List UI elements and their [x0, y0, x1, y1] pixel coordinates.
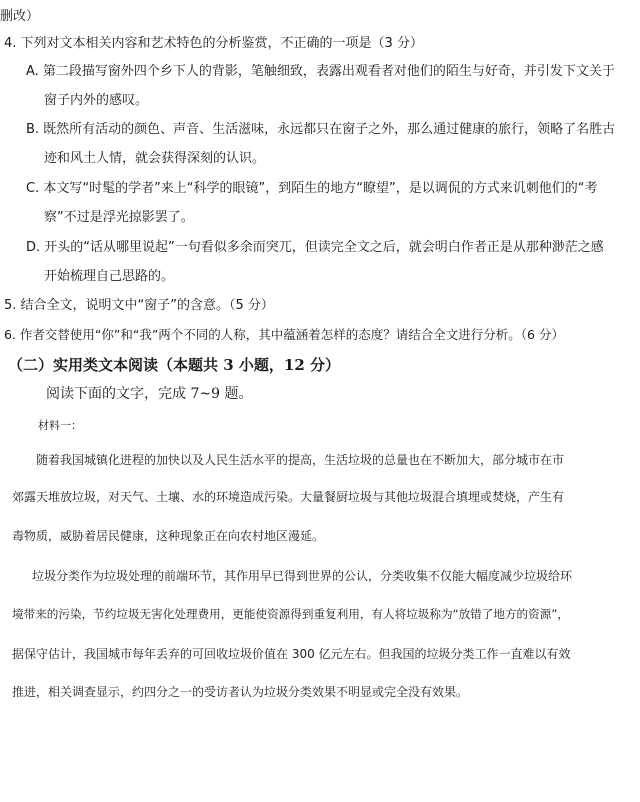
paragraph-2-line-2: 境带来的污染，节约垃圾无害化处理费用，更能使资源得到重复利用，有人将垃圾称为“放错了地方的资源”，	[12, 607, 569, 621]
top-fragment: 删改）	[0, 9, 40, 24]
material-label: 材料一：	[38, 419, 82, 432]
paragraph-2-line-1: 垃圾分类作为垃圾处理的前端环节，其作用早已得到世界的公认，分类收集不仅能大幅度减少垃圾给环	[32, 569, 573, 583]
question-5: 5. 结合全文，说明文中“窗子”的含意。（5 分）	[4, 298, 274, 313]
question-4-option-b-cont: 迹和风土人情，就会获得深刻的认识。	[44, 151, 266, 166]
paragraph-1-line-1: 随着我国城镇化进程的加快以及人民生活水平的提高，生活垃圾的总量也在不断加大，部分城市在市	[36, 453, 565, 467]
paragraph-2-line-3: 据保守估计，我国城市每年丢弃的可回收垃圾价值在 300 亿元左右。但我国的垃圾分类工作一直难以有效	[12, 647, 571, 661]
question-4-option-d-cont: 开始梳理自己思路的。	[44, 269, 175, 284]
question-4-option-a: A. 第二段描写窗外四个乡下人的背影，笔触细致，表露出观看者对他们的陌生与好奇，并引发下文关于	[26, 64, 615, 79]
question-4-option-c-cont: 察”不过是浮光掠影罢了。	[44, 210, 194, 225]
paragraph-1-line-3: 毒物质，威胁着居民健康，这种现象正在向农村地区漫延。	[12, 529, 325, 543]
question-4-option-a-cont: 窗子内外的感叹。	[44, 93, 149, 108]
paragraph-2-line-4: 推进，相关调查显示，约四分之一的受访者认为垃圾分类效果不明显或完全没有效果。	[12, 685, 469, 699]
question-4-option-c: C. 本文写“时髦的学者”来上“科学的眼镜”，到陌生的地方“瞭望”，是以调侃的方式来讥刺他们的“考	[26, 181, 598, 196]
question-4-option-b: B. 既然所有活动的颜色、声音、生活滋味，永远都只在窗子之外，那么通过健康的旅行，领略了名胜古	[26, 122, 616, 137]
question-4-stem: 4. 下列对文本相关内容和艺术特色的分析鉴赏，不正确的一项是（3 分）	[4, 36, 423, 51]
section-2-title: （二）实用类文本阅读（本题共 3 小题，12 分）	[8, 356, 340, 374]
section-2-instruction: 阅读下面的文字，完成 7~9 题。	[46, 386, 253, 402]
question-6: 6. 作者交替使用“你”和“我”两个不同的人称，其中蕴涵着怎样的态度？请结合全文进行分析。（6 分）	[4, 327, 564, 342]
paragraph-1-line-2: 郊露天堆放垃圾，对天气、土壤、水的环境造成污染。大量餐厨垃圾与其他垃圾混合填埋或焚烧，产生有	[12, 490, 565, 504]
question-4-option-d: D. 开头的“话从哪里说起”一句看似多余而突兀，但读完全文之后，就会明白作者正是从那种渺茫之感	[26, 240, 604, 255]
